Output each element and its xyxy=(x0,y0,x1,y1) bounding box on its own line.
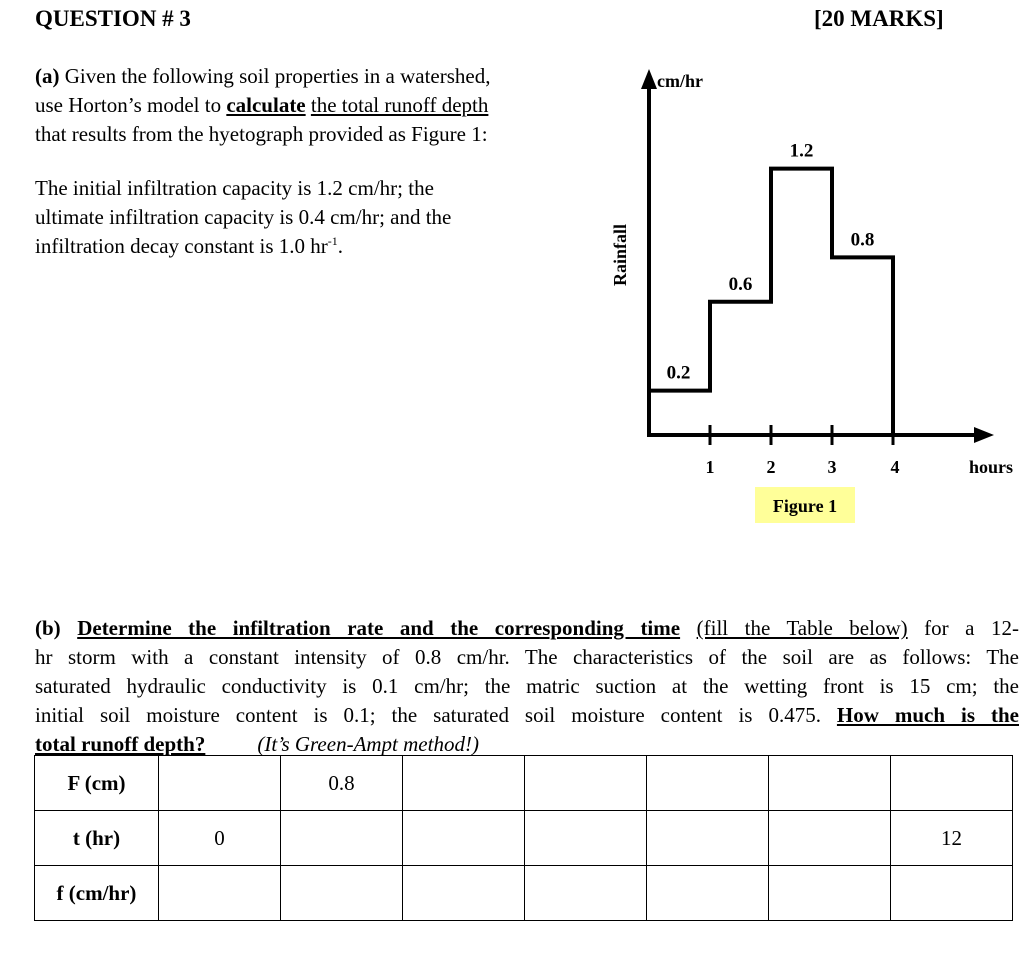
row-header: t (hr) xyxy=(35,811,159,866)
part-b-line1-tail: for a 12- xyxy=(907,616,1020,640)
table-row xyxy=(35,756,1013,811)
table-cell[interactable] xyxy=(647,756,769,811)
part-b-line-4 xyxy=(35,701,1019,730)
table-cell[interactable] xyxy=(403,756,525,811)
figure-caption: Figure 1 xyxy=(772,496,838,516)
part-a-text xyxy=(35,62,595,261)
x-tick-label-4: 4 xyxy=(890,457,900,477)
hyetograph-figure xyxy=(590,55,1024,535)
value-label-3: 1.2 xyxy=(789,140,814,162)
marks-label: [20 MARKS] xyxy=(814,6,944,31)
table-cell[interactable] xyxy=(525,756,647,811)
decay-text: infiltration decay constant is 1.0 hr xyxy=(35,234,328,258)
table-cell[interactable] xyxy=(525,811,647,866)
part-b-line-1 xyxy=(35,614,1019,643)
part-a-properties-line-2: ultimate infiltration capacity is 0.4 cm/hr; and the xyxy=(35,205,452,229)
table-cell[interactable] xyxy=(769,866,891,921)
table-cell[interactable] xyxy=(159,756,281,811)
y-axis-arrow xyxy=(641,69,657,89)
calculate-emphasis: calculate xyxy=(226,93,306,117)
method-hint: (It’s Green-Ampt method!) xyxy=(257,732,479,756)
table-row xyxy=(35,811,1013,866)
table-cell[interactable] xyxy=(403,866,525,921)
table-cell[interactable] xyxy=(891,756,1013,811)
x-tick-label-2: 2 xyxy=(766,457,776,477)
part-a-line-2 xyxy=(35,91,595,120)
part-a-line-1 xyxy=(35,62,595,91)
how-much-emphasis: How much is the xyxy=(836,703,1019,727)
part-b-line4-text: initial soil moisture content is 0.1; the saturated soil moisture content is 0.475. xyxy=(35,703,837,727)
table-cell[interactable] xyxy=(647,811,769,866)
x-axis-label: hours xyxy=(968,457,1014,477)
part-a-properties-line-1: The initial infiltration capacity is 1.2 cm/hr; the xyxy=(35,176,434,200)
part-a-line1-text: Given the following soil properties in a watershed, xyxy=(59,64,491,88)
x-tick-label-1: 1 xyxy=(705,457,715,477)
table-cell[interactable] xyxy=(647,866,769,921)
value-label-1: 0.2 xyxy=(666,362,691,384)
table-cell[interactable]: 0.8 xyxy=(281,756,403,811)
table-cell[interactable] xyxy=(891,866,1013,921)
x-tick-label-3: 3 xyxy=(827,457,837,477)
part-b-label: (b) xyxy=(35,616,61,640)
table-cell[interactable] xyxy=(769,756,891,811)
part-a-line2-text: use Horton’s model to xyxy=(35,93,227,117)
table-cell[interactable]: 12 xyxy=(891,811,1013,866)
table-cell[interactable]: 0 xyxy=(159,811,281,866)
y-axis-label: Rainfall xyxy=(610,223,630,287)
table-cell[interactable] xyxy=(403,811,525,866)
fill-table-note: (fill the Table below) xyxy=(696,616,908,640)
value-label-4: 0.8 xyxy=(850,229,875,251)
part-a-properties-line-3 xyxy=(35,232,595,261)
table-cell[interactable] xyxy=(159,866,281,921)
hyetograph-step-line xyxy=(649,169,893,435)
table-cell[interactable] xyxy=(769,811,891,866)
part-b-task-emphasis: Determine the infiltration rate and the corresponding time xyxy=(77,616,681,640)
row-header: F (cm) xyxy=(35,756,159,811)
table-cell[interactable] xyxy=(281,811,403,866)
total-runoff-question: total runoff depth? xyxy=(35,732,206,756)
part-a-line-3: that results from the hyetograph provided as Figure 1: xyxy=(35,122,488,146)
superscript: -1 xyxy=(327,234,338,248)
x-axis-arrow xyxy=(974,427,994,443)
row-header: f (cm/hr) xyxy=(35,866,159,921)
green-ampt-table xyxy=(34,755,1013,921)
question-title: QUESTION # 3 xyxy=(35,6,191,31)
y-unit-label: cm/hr xyxy=(657,71,703,91)
part-b-text xyxy=(35,614,1019,759)
table-cell[interactable] xyxy=(281,866,403,921)
table-cell[interactable] xyxy=(525,866,647,921)
value-label-2: 0.6 xyxy=(728,273,753,295)
table-row xyxy=(35,866,1013,921)
total-runoff-depth-emphasis: the total runoff depth xyxy=(310,93,489,117)
part-a-label: (a) xyxy=(35,64,60,88)
period: . xyxy=(337,234,344,258)
part-b-line-2: hr storm with a constant intensity of 0.8 cm/hr. The characteristics of the soil are as follows: The xyxy=(35,645,1019,669)
part-b-line-3: saturated hydraulic conductivity is 0.1 cm/hr; the matric suction at the wetting front is 15 cm; the xyxy=(35,674,1019,698)
